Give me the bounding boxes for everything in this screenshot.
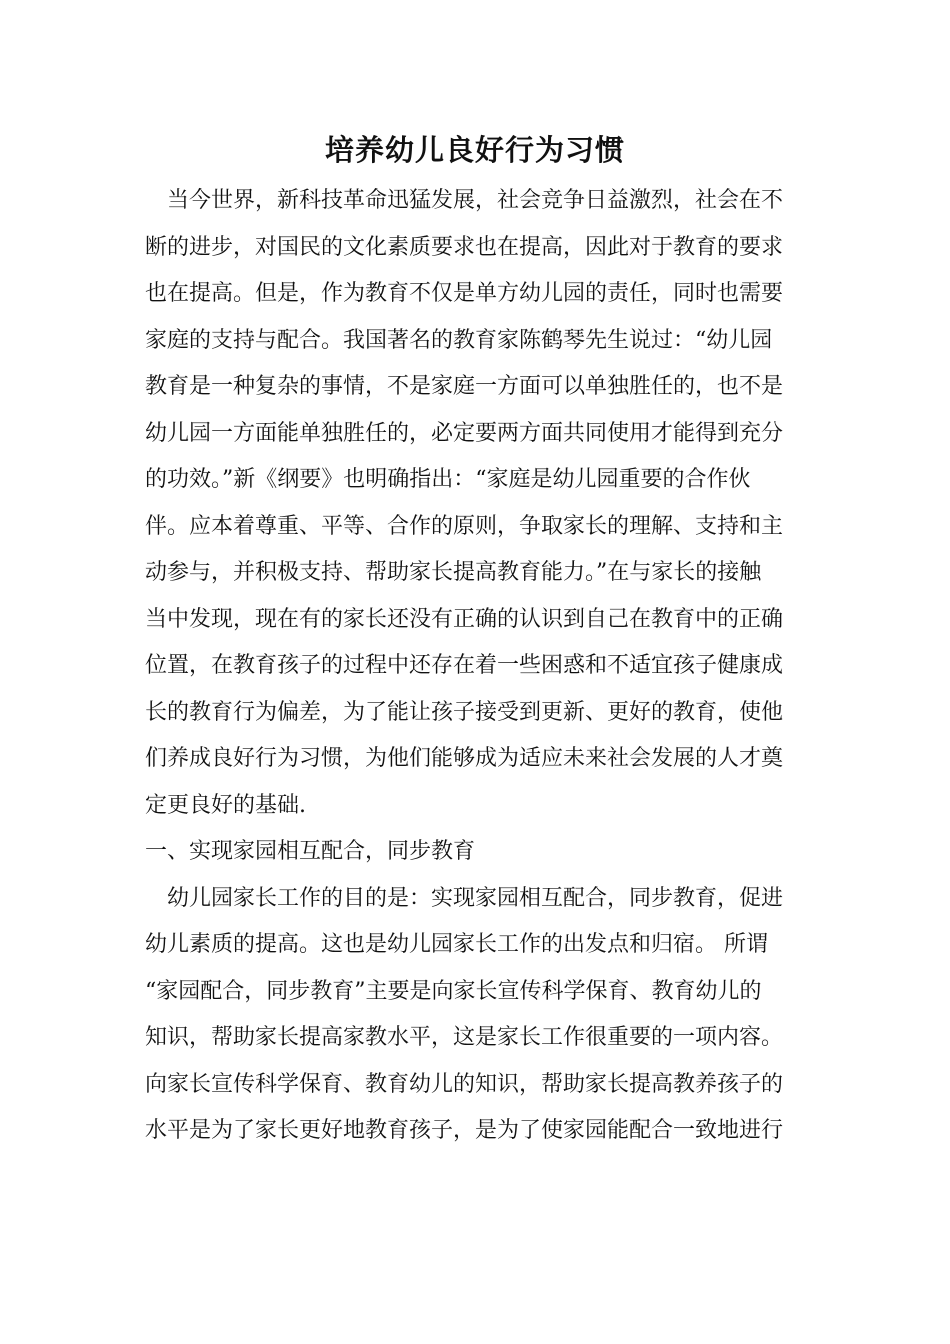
text-line: 教育是一种复杂的事情，不是家庭一方面可以单独胜任的，也不是: [145, 374, 784, 399]
text-line: 的功效。”新《纲要》也明确指出：“家庭是幼儿园重要的合作伙: [145, 467, 751, 492]
text-line: 断的进步，对国民的文化素质要求也在提高，因此对于教育的要求: [145, 234, 784, 260]
text-line: 幼儿园一方面能单独胜任的，必定要两方面共同使用才能得到充分: [145, 420, 784, 446]
text-line: 向家长宣传科学保育、教育幼儿的知识，帮助家长提高教养孩子的: [145, 1071, 784, 1097]
text-line: 也在提高。但是，作为教育不仅是单方幼儿园的责任，同时也需要: [145, 281, 784, 306]
text-line: 位置，在教育孩子的过程中还存在着一些困惑和不适宜孩子健康成: [145, 653, 784, 678]
text-line: 当今世界，新科技革命迅猛发展，社会竞争日益激烈，社会在不: [145, 188, 784, 213]
text-line: 幼儿素质的提高。这也是幼儿园家长工作的出发点和归宿。 所谓: [145, 932, 768, 957]
document-body: [145, 178, 810, 1155]
text-line: 们养成良好行为习惯，为他们能够成为适应未来社会发展的人才奠: [145, 746, 784, 771]
text-line: 家庭的支持与配合。我国著名的教育家陈鹤琴先生说过：“幼儿园: [145, 327, 773, 353]
text-line: 伴。应本着尊重、平等、合作的原则，争取家长的理解、支持和主: [145, 513, 784, 539]
text-line: “家园配合，同步教育”主要是向家长宣传科学保育、教育幼儿的: [145, 978, 762, 1004]
text-line: 知识，帮助家长提高家教水平，这是家长工作很重要的一项内容。: [145, 1025, 784, 1050]
text-line: 水平是为了家长更好地教育孩子，是为了使家园能配合一致地进行: [145, 1118, 784, 1143]
text-line: 幼儿园家长工作的目的是：实现家园相互配合，同步教育，促进: [145, 885, 784, 911]
text-line: 动参与，并积极支持、帮助家长提高教育能力。”在与家长的接触: [145, 560, 762, 585]
text-line: 当中发现，现在有的家长还没有正确的认识到自己在教育中的正确: [145, 606, 784, 632]
paragraph-intro: [145, 178, 810, 829]
document-title: 培养幼儿良好行为习惯: [324, 133, 625, 167]
paragraph-section1: [145, 876, 810, 1155]
text-line: 长的教育行为偏差，为了能让孩子接受到更新、更好的教育，使他: [145, 699, 784, 725]
text-line: 定更良好的基础.: [145, 792, 306, 818]
section-heading: 一、实现家园相互配合，同步教育: [145, 839, 476, 864]
